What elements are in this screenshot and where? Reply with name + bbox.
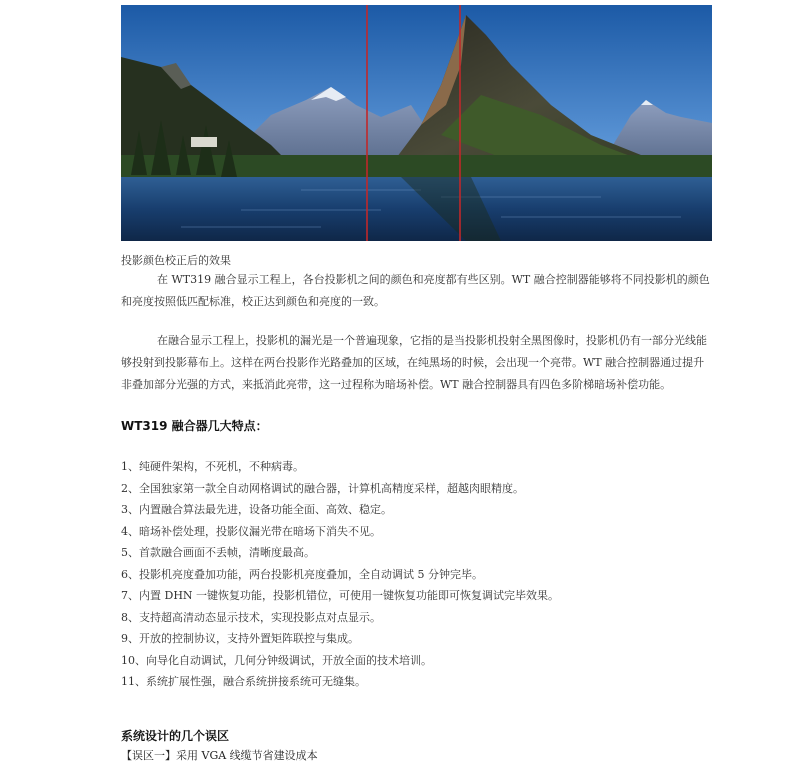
feature-item: 6、投影机亮度叠加功能，两台投影机亮度叠加，全自动调试 5 分钟完毕。: [121, 567, 483, 581]
feature-item: 8、支持超高清动态显示技术，实现投影点对点显示。: [121, 610, 381, 624]
misconception-item: 【误区一】采用 VGA 线缆节省建设成本: [121, 749, 318, 762]
features-list: [121, 456, 559, 693]
feature-item: 1、纯硬件架构，不死机，不种病毒。: [121, 460, 304, 473]
feature-item: 9、开放的控制协议，支持外置矩阵联控与集成。: [121, 632, 359, 645]
feature-item: 4、暗场补偿处理，投影仪漏光带在暗场下消失不见。: [121, 524, 381, 538]
mountain-lake-photo: [121, 5, 712, 241]
feature-item: 10、向导化自动调试，几何分钟级调试，开放全面的技术培训。: [121, 653, 432, 667]
feature-item: 3、内置融合算法最先进，设备功能全面、高效、稳定。: [121, 503, 392, 516]
paragraph-text: 在融合显示工程上，投影机的漏光是一个普遍现象，它指的是当投影机投射全黑图像时，投影机仍有一部分光线能够投射到投影幕布上。这样在两台投影作光路叠加的区域，在纯黑场的时候，会出现一个亮带。WT 融合控制器通过提升非叠加部分光强的方式，来抵消此亮带，这一过程称为暗场补偿。WT 融合控制器具有四色多阶梯暗场补偿功能。: [121, 334, 707, 391]
feature-item: 2、全国独家第一款全自动网格调试的融合器，计算机高精度采样，超越肉眼精度。: [121, 481, 524, 495]
feature-item: 5、首款融合画面不丢帧，清晰度最高。: [121, 546, 315, 559]
feature-item: 11、系统扩展性强，融合系统拼接系统可无缝集。: [121, 675, 366, 688]
paragraph-dark-field-compensation: [121, 330, 711, 396]
feature-item: 7、内置 DHN 一键恢复功能，投影机错位，可使用一键恢复功能即可恢复调试完毕效果。: [121, 589, 560, 602]
paragraph-color-correction: [121, 269, 711, 313]
photo-caption: 投影颜色校正后的效果: [121, 254, 231, 267]
features-heading: WT319 融合器几大特点：: [121, 419, 268, 433]
design-misconceptions-heading: 系统设计的几个误区: [121, 729, 230, 743]
paragraph-text: 在 WT319 融合显示工程上，各台投影机之间的颜色和亮度都有些区别。WT 融合控制器能够将不同投影机的颜色和亮度按照低匹配标准，校正达到颜色和亮度的一致。: [121, 273, 710, 308]
